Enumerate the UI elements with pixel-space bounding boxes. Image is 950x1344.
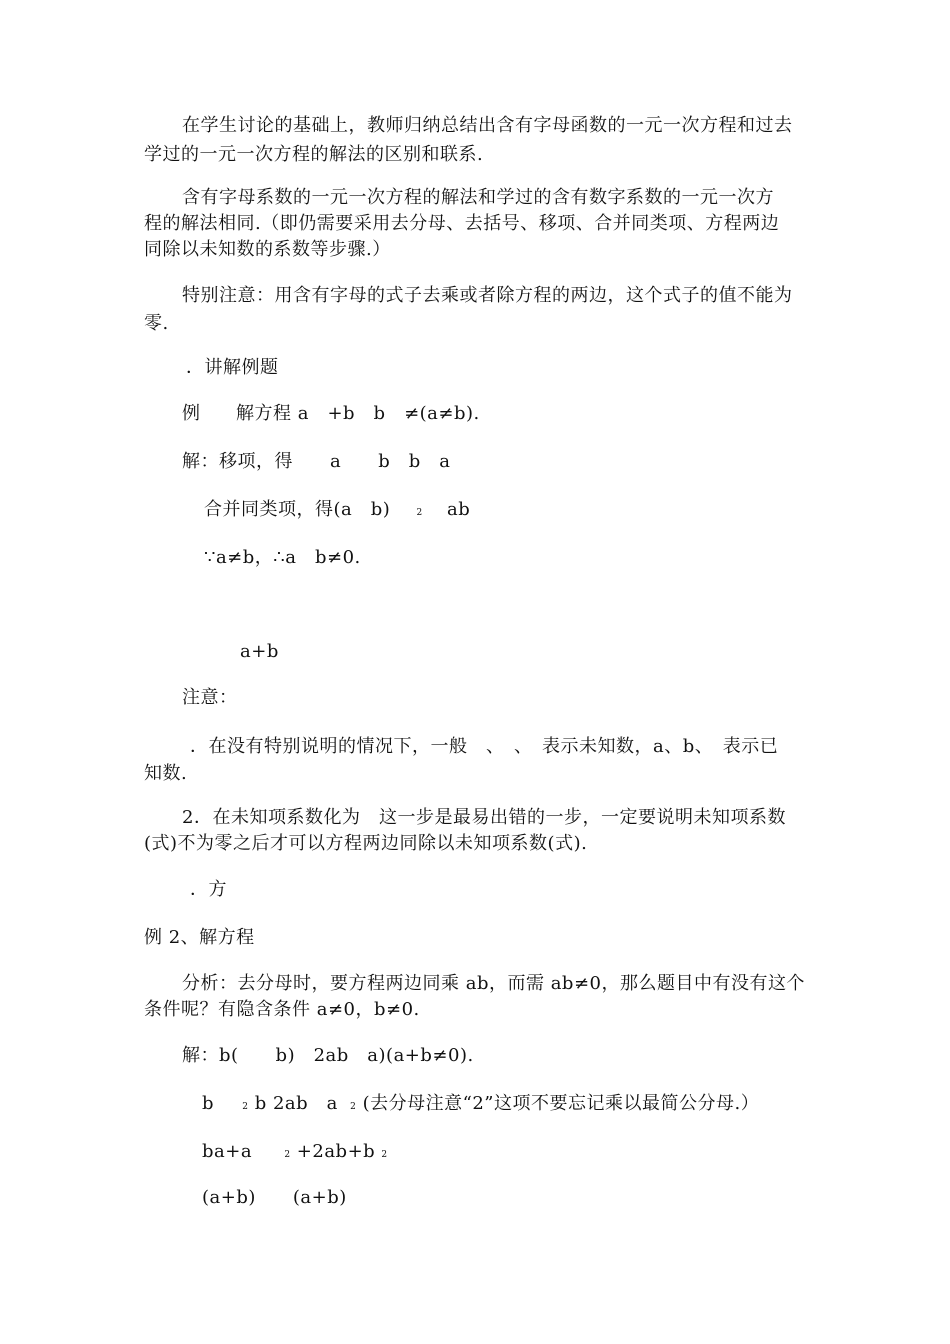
solution-2-line-3-subscript-2: 2 xyxy=(381,1150,388,1160)
solution-2-line-2-subscript-2: 2 xyxy=(350,1102,357,1112)
solution-2-line-3-a: ba+a xyxy=(202,1141,253,1162)
solution-1-line-4: a+b xyxy=(240,641,279,662)
example-2-title: 例 2、解方程 xyxy=(144,927,255,948)
solution-1-line-2-text: 合并同类项，得(a b) xyxy=(204,499,391,520)
solution-1-line-1: 解：移项，得 a b b a xyxy=(182,451,451,472)
example-1-label: 例 xyxy=(182,403,201,424)
solution-1-line-2-end: ab xyxy=(447,499,471,520)
solution-2-line-1: 解：b( b) 2ab a)(a+b≠0). xyxy=(182,1045,474,1066)
paragraph-1-line-1: 在学生讨论的基础上，教师归纳总结出含有字母函数的一元一次方程和过去 xyxy=(182,115,793,136)
note-1-line-1: ．在没有特别说明的情况下，一般 、 、 表示未知数，a、b、 表示已 xyxy=(190,736,779,757)
solution-1-line-2 xyxy=(204,498,470,525)
analysis-line-1: 分析：去分母时，要方程两边同乘 ab，而需 ab≠0，那么题目中有没有这个 xyxy=(182,973,805,994)
solution-2-line-4: (a+b) (a+b) xyxy=(202,1187,347,1208)
solution-2-line-2-c: (去分母注意“2”这项不要忘记乘以最简公分母.） xyxy=(362,1093,760,1114)
paragraph-2-line-1: 含有字母系数的一元一次方程的解法和学过的含有数字系数的一元一次方 xyxy=(182,187,774,208)
example-1-text: 解方程 a +b b ≠(a≠b). xyxy=(236,403,480,424)
analysis-line-2: 条件呢？有隐含条件 a≠0，b≠0. xyxy=(144,999,420,1020)
note-2-line-1: 2．在未知项系数化为 这一步是最易出错的一步，一定要说明未知项系数 xyxy=(182,807,786,828)
paragraph-1-line-2: 学过的一元一次方程的解法的区别和联系. xyxy=(144,144,484,165)
paragraph-3-line-1: 特别注意：用含有字母的式子去乘或者除方程的两边，这个式子的值不能为 xyxy=(182,285,793,306)
paragraph-3-line-2: 零. xyxy=(144,313,169,334)
sub-section-heading: ．方 xyxy=(190,879,227,900)
note-title: 注意： xyxy=(182,687,238,708)
note-1-line-2: 知数. xyxy=(144,763,188,784)
solution-2-line-3-subscript-1: 2 xyxy=(284,1150,291,1160)
solution-1-line-2-subscript: 2 xyxy=(416,508,423,518)
note-2-line-2: (式)不为零之后才可以方程两边同除以未知项系数(式). xyxy=(144,833,588,854)
solution-2-line-3 xyxy=(202,1140,388,1167)
solution-2-line-2-a: b xyxy=(202,1093,215,1114)
paragraph-2-line-2: 程的解法相同.（即仍需要采用去分母、去括号、移项、合并同类项、方程两边 xyxy=(144,213,780,234)
paragraph-2-line-3: 同除以未知数的系数等步骤.） xyxy=(144,239,391,260)
solution-2-line-2-subscript-1: 2 xyxy=(242,1102,249,1112)
solution-1-line-3: ∵a≠b，∴a b≠0. xyxy=(204,547,361,568)
solution-2-line-3-b: +2ab+b xyxy=(296,1141,376,1162)
solution-2-line-2-b: b 2ab a xyxy=(254,1093,338,1114)
section-heading: ．讲解例题 xyxy=(186,357,279,378)
solution-2-line-2 xyxy=(202,1092,759,1119)
